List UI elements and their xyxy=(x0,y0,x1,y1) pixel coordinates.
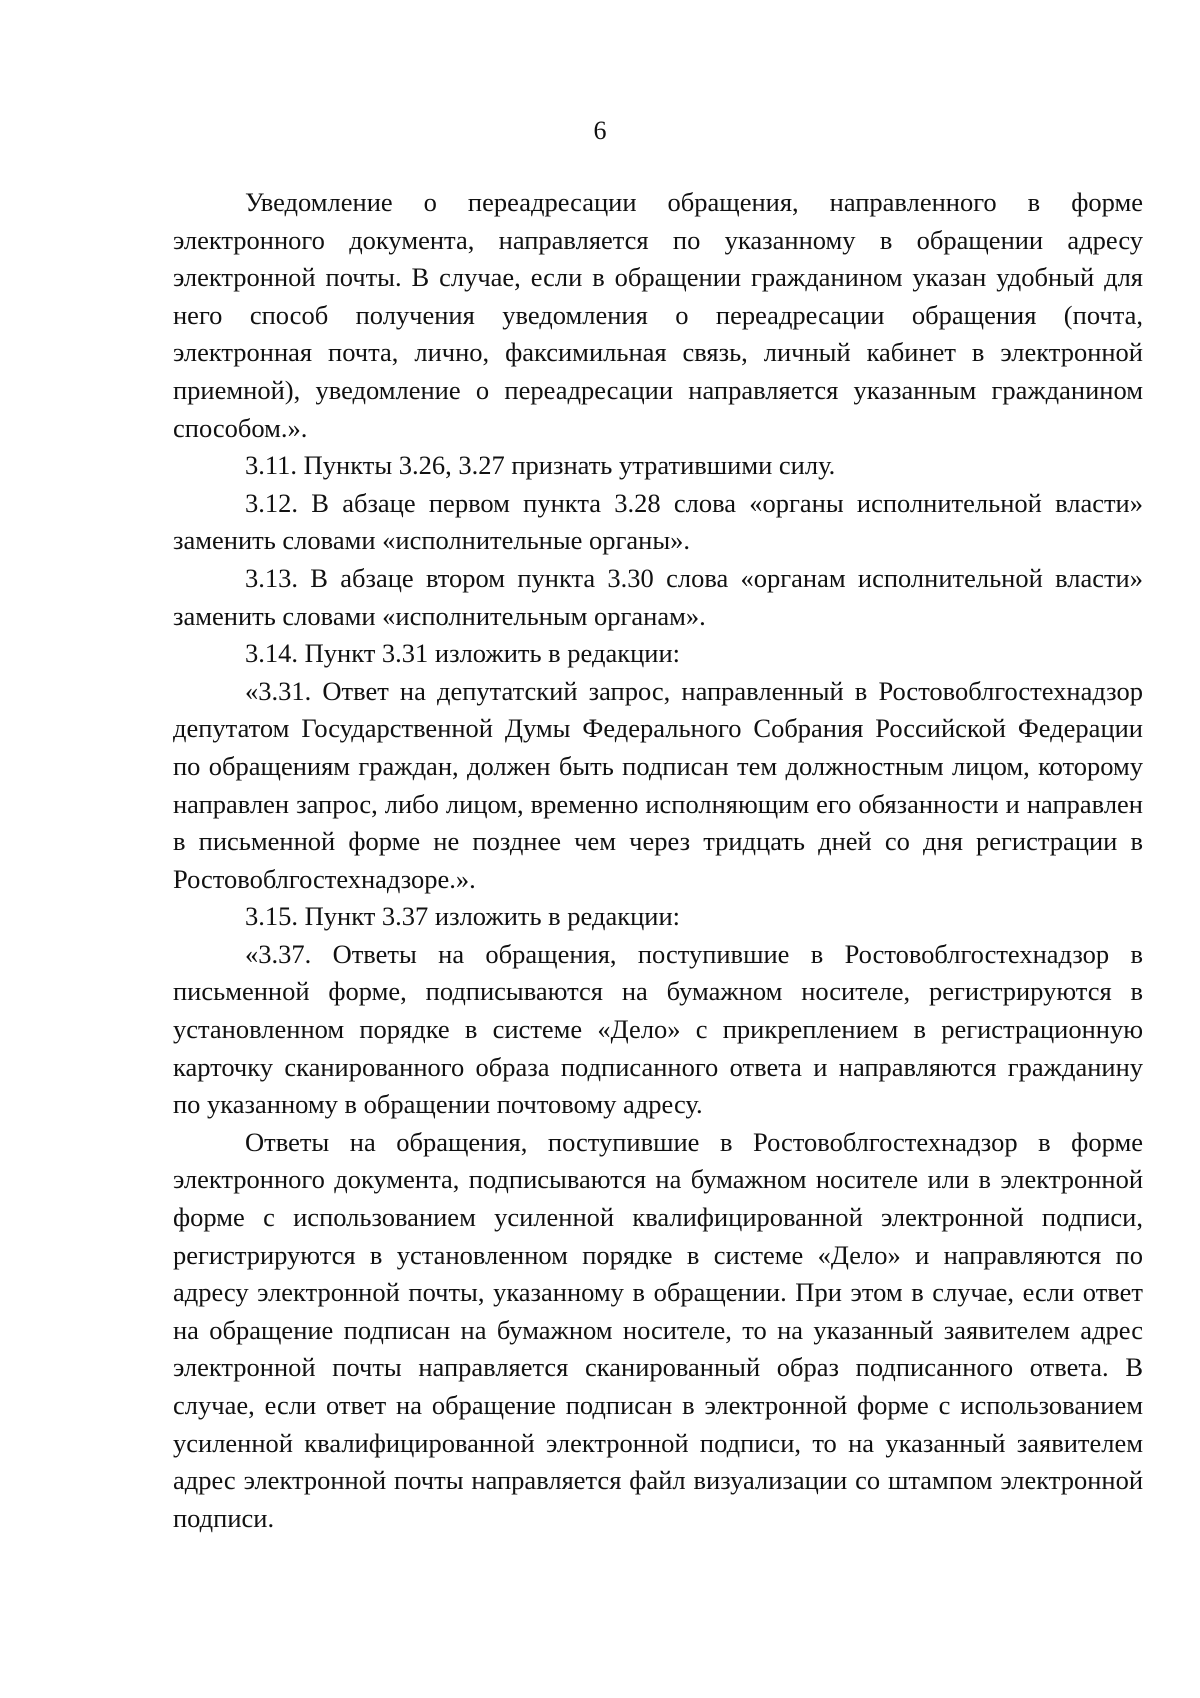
paragraph-3-31-text: «3.31. Ответ на депутатский запрос, направленный в Ростовоблгостехнадзор депутатом Государственной Думы Федерального Собрания Российской Федерации по обращениям граждан, должен быть подписан тем должностным лицом, которому направлен запрос, либо лицом, временно исполняющим его обязанности и направлен в письменной форме не позднее чем через тридцать дней со дня регистрации в Ростовоблгостехнадзоре.». xyxy=(173,675,1143,894)
paragraph-3-12: 3.12. В абзаце первом пункта 3.28 слова «органы исполнительной власти» заменить словами «исполнительные органы». xyxy=(173,487,1143,556)
paragraph-3-11: 3.11. Пункты 3.26, 3.27 признать утратившими силу. xyxy=(245,450,836,481)
paragraph-electronic-answers: Ответы на обращения, поступившие в Ростовоблгостехнадзор в форме электронного документа, подписываются на бумажном носителе или в электронной форме с использованием усиленной квалифицированной электронной подписи, регистрируются в установленном порядке в системе «Дело» и направляются по адресу электронной почты, указанному в обращении. При этом в случае, если ответ на обращение подписан на бумажном носителе, то на указанный заявителем адрес электронной почты направляется сканированный образ подписанного ответа. В случае, если ответ на обращение подписан в электронной форме с использованием усиленной квалифицированной электронной подписи, то на указанный заявителем адрес электронной почты направляется файл визуализации со штампом электронной подписи. xyxy=(173,1126,1143,1533)
paragraph-notice-redirect: Уведомление о переадресации обращения, направленного в форме электронного документа, направляется по указанному в обращении адресу электронной почты. В случае, если в обращении гражданином указан удобный для него способ получения уведомления о переадресации обращения (почта, электронная почта, лично, факсимильная связь, личный кабинет в электронной приемной), уведомление о переадресации направляется указанным гражданином способом.». xyxy=(173,187,1143,443)
paragraph-3-37-text: «3.37. Ответы на обращения, поступившие в Ростовоблгостехнадзор в письменной форме, подписываются на бумажном носителе, регистрируются в установленном порядке в системе «Дело» с прикреплением в регистрационную карточку сканированного образа подписанного ответа и направляются гражданину по указанному в обращении почтовому адресу. xyxy=(173,938,1143,1120)
paragraph-3-15: 3.15. Пункт 3.37 изложить в редакции: xyxy=(245,901,680,932)
page-number: 6 xyxy=(593,116,607,145)
paragraph-3-13: 3.13. В абзаце втором пункта 3.30 слова «органам исполнительной власти» заменить словами «исполнительным органам». xyxy=(173,562,1143,631)
paragraph-3-14: 3.14. Пункт 3.31 изложить в редакции: xyxy=(245,638,680,669)
document-body xyxy=(173,184,1143,1537)
